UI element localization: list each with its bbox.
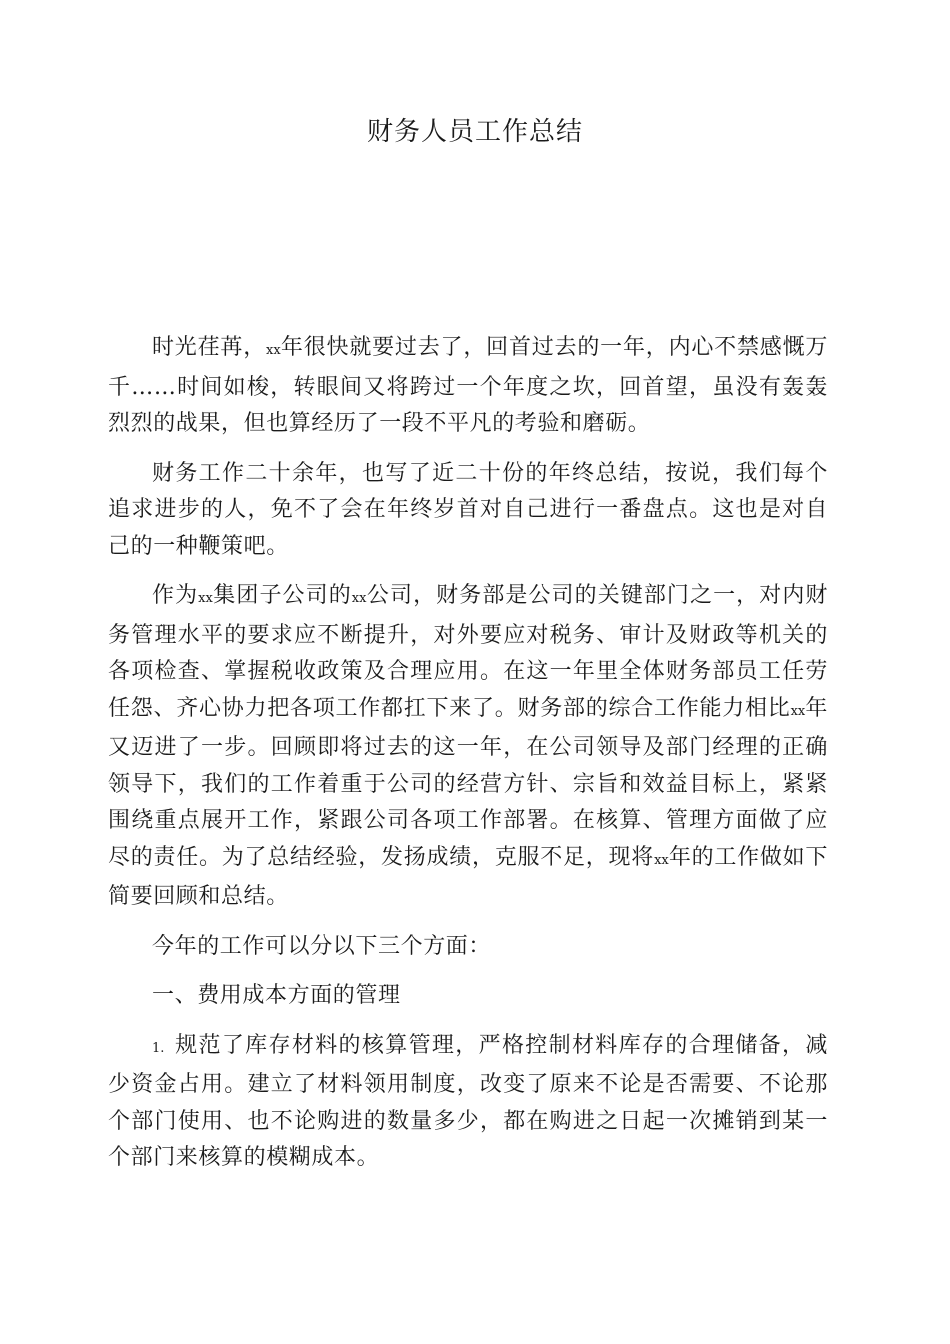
placeholder-xx: xx (654, 852, 669, 868)
text-segment: 一、费用成本方面的管理 (152, 983, 401, 1008)
item-number: 1. (152, 1040, 165, 1056)
text-segment: 年的工作做如下简要回顾和总结。 (108, 844, 829, 909)
document-body (108, 330, 828, 1190)
placeholder-xx: xx (198, 591, 213, 606)
text-segment: 财务工作二十余年，也写了近二十份的年终总结，按说，我们每个追求进步的人，免不了会在年终岁首对自己进行一番盘点。这也是对自己的一种鞭策吧。 (108, 460, 828, 559)
document-title: 财务人员工作总结 (366, 117, 583, 147)
placeholder-xx: xx (790, 703, 806, 719)
paragraph-three-aspects (108, 929, 828, 966)
text-segment: 公司，财务部是公司的关键部门之一，对内财务管理水平的要求应不断提升，对外要应对税务、审计及财政等机关的各项检查、掌握税收政策及合理应用。在这一年里全体财务部员工任劳任怨、齐心协力把各项工作都扛下来了。财务部的综合工作能力相比 (108, 583, 828, 721)
paragraph-item-1 (108, 1028, 828, 1177)
text-segment: 年又迈进了一步。回顾即将过去的这一年，在公司领导及部门经理的正确领导下，我们的工作着重于公司的经营方针、宗旨和效益目标上，紧紧围绕重点展开工作，紧跟公司各项工作部署。在核算、管理方面做了应尽的责任。为了总结经验，发扬成绩，克服不足，现将 (108, 695, 828, 870)
paragraph-intro (108, 330, 828, 443)
text-segment: 规范了库存材料的核算管理，严格控制材料库存的合理储备，减少资金占用。建立了材料领用制度，改变了原来不论是否需要、不论那个部门使用、也不论购进的数量多少，都在购进之日起一次摊销到某一个部门来核算的模糊成本。 (108, 1032, 828, 1170)
paragraph-department (108, 578, 828, 916)
placeholder-xx: xx (351, 591, 367, 606)
section-heading-cost-management (108, 978, 828, 1015)
text-segment: 集团子公司的 (212, 583, 352, 608)
text-segment: 今年的工作可以分以下三个方面： (152, 933, 492, 959)
text-segment: 作为 (152, 583, 199, 608)
text-segment: 年很快就要过去了，回首过去的一年，内心不禁感慨万千……时间如梭，转眼间又将跨过一个年度之坎，回首望，虽没有轰轰烈烈的战果，但也算经历了一段不平凡的考验和磨砺。 (108, 335, 828, 436)
text-segment: 时光荏苒， (152, 335, 267, 360)
placeholder-xx: xx (266, 343, 281, 358)
paragraph-experience (108, 456, 828, 566)
